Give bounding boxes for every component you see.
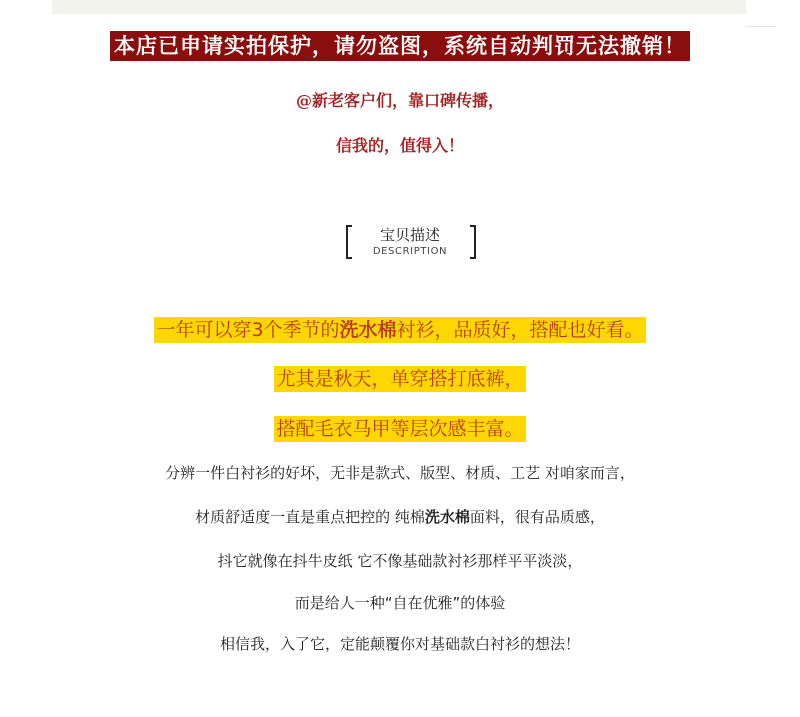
highlight-line-1 xyxy=(0,315,800,345)
body-line-1: 分辨一件白衬衫的好坏，无非是款式、版型、材质、工艺 对咱家而言， xyxy=(165,464,635,482)
top-strip xyxy=(52,0,746,14)
body-line-4: 而是给人一种“自在优雅”的体验 xyxy=(294,594,506,612)
left-bracket-icon xyxy=(346,225,352,259)
body-text: 面料，很有品质感， xyxy=(469,508,605,526)
highlight-box xyxy=(154,317,645,343)
body-line-3: 抖它就像在抖牛皮纸 它不像基础款衬衫那样平平淡淡， xyxy=(217,552,583,570)
section-header xyxy=(0,222,800,262)
highlight-box: 搭配毛衣马甲等层次感丰富。 xyxy=(276,418,524,440)
body-line-5: 相信我，入了它，定能颠覆你对基础款白衬衫的想法！ xyxy=(219,635,580,653)
highlight-text: 衬衫，品质好，搭配也好看。 xyxy=(396,319,644,341)
slogan-line-2: 信我的，值得入！ xyxy=(335,136,464,155)
body-line-2 xyxy=(0,506,800,527)
body-text: 材质舒适度一直是重点把控的 纯棉 xyxy=(195,508,425,526)
highlight-text: 一年可以穿3个季节的 xyxy=(156,319,340,341)
slogan-line-1: @新老客户们，靠口碑传播， xyxy=(295,91,504,110)
highlight-keyword: 洗水棉 xyxy=(339,319,397,341)
section-title: 宝贝描述 xyxy=(379,226,440,244)
highlight-box: 尤其是秋天，单穿搭打底裤， xyxy=(276,368,524,390)
highlight-line-2 xyxy=(0,364,800,394)
notice-text: 本店已申请实拍保护，请勿盗图，系统自动判罚无法撤销！ xyxy=(110,31,690,61)
body-keyword: 洗水棉 xyxy=(424,508,470,526)
divider xyxy=(746,26,776,27)
right-bracket-icon xyxy=(470,225,476,259)
section-subtitle: DESCRIPTION xyxy=(372,246,448,257)
highlight-line-3 xyxy=(0,414,800,444)
notice-banner xyxy=(0,31,800,61)
